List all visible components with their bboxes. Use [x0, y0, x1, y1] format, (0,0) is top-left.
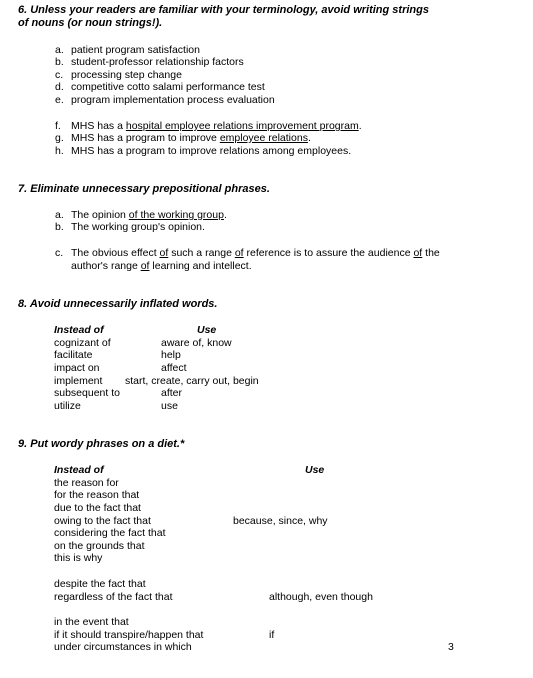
section-6-heading-line2: of nouns (or noun strings!). — [18, 17, 163, 29]
phrase-item: on the grounds that — [54, 540, 145, 552]
table-cell-use: start, create, carry out, begin — [125, 375, 259, 387]
phrase-item: owing to the fact that — [54, 515, 151, 527]
column-header-instead: Instead of — [54, 464, 104, 476]
phrase-use: if — [269, 629, 275, 641]
table-cell-use: aware of, know — [161, 337, 232, 349]
table-cell-use: affect — [161, 362, 187, 374]
list-item: a. patient program satisfaction — [55, 44, 200, 56]
section-7-heading: 7. Eliminate unnecessary prepositional phrases. — [18, 183, 270, 195]
column-header-use: Use — [305, 464, 325, 476]
table-cell-word: utilize — [54, 400, 81, 412]
phrase-item: regardless of the fact that — [54, 591, 173, 603]
table-cell-use: use — [161, 400, 178, 412]
list-item: c. processing step change — [55, 69, 182, 81]
table-cell-word: cognizant of — [54, 337, 111, 349]
phrase-item: under circumstances in which — [54, 641, 192, 653]
phrase-item: in the event that — [54, 616, 129, 628]
phrase-item: despite the fact that — [54, 578, 146, 590]
list-item: b. The working group's opinion. — [55, 221, 205, 233]
list-item-continuation: author's range of learning and intellect. — [71, 260, 252, 272]
table-cell-word: impact on — [54, 362, 100, 374]
section-9-heading: 9. Put wordy phrases on a diet.* — [18, 438, 185, 450]
table-cell-word: facilitate — [54, 349, 93, 361]
page-number: 3 — [448, 641, 454, 653]
table-cell-use: help — [161, 349, 181, 361]
table-cell-use: after — [161, 387, 183, 399]
column-header-use: Use — [197, 324, 217, 336]
list-item: a. The opinion of the working group. — [55, 209, 227, 221]
section-6-heading-line1: 6. Unless your readers are familiar with your terminology, avoid writing strings — [18, 4, 429, 16]
list-item: g. MHS has a program to improve employee relations. — [55, 132, 311, 144]
list-item: h. MHS has a program to improve relations among employees. — [55, 145, 352, 157]
list-item: f. MHS has a hospital employee relations improvement program. — [55, 120, 362, 132]
list-item: b. student-professor relationship factors — [55, 56, 244, 68]
list-item: e. program implementation process evaluation — [55, 94, 275, 106]
table-cell-word: implement — [54, 375, 103, 387]
phrase-item: this is why — [54, 552, 103, 564]
column-header-instead: Instead of — [54, 324, 104, 336]
section-8-heading: 8. Avoid unnecessarily inflated words. — [18, 298, 218, 310]
phrase-item: for the reason that — [54, 489, 140, 501]
list-item: d. competitive cotto salami performance test — [55, 81, 265, 93]
phrase-item: if it should transpire/happen that — [54, 629, 204, 641]
phrase-item: considering the fact that — [54, 527, 166, 539]
phrase-use: because, since, why — [233, 515, 328, 527]
phrase-item: the reason for — [54, 477, 119, 489]
phrase-use: although, even though — [269, 591, 373, 603]
table-cell-word: subsequent to — [54, 387, 120, 399]
list-item: c. The obvious effect of such a range of reference is to assure the audience of the — [55, 247, 440, 259]
phrase-item: due to the fact that — [54, 502, 141, 514]
